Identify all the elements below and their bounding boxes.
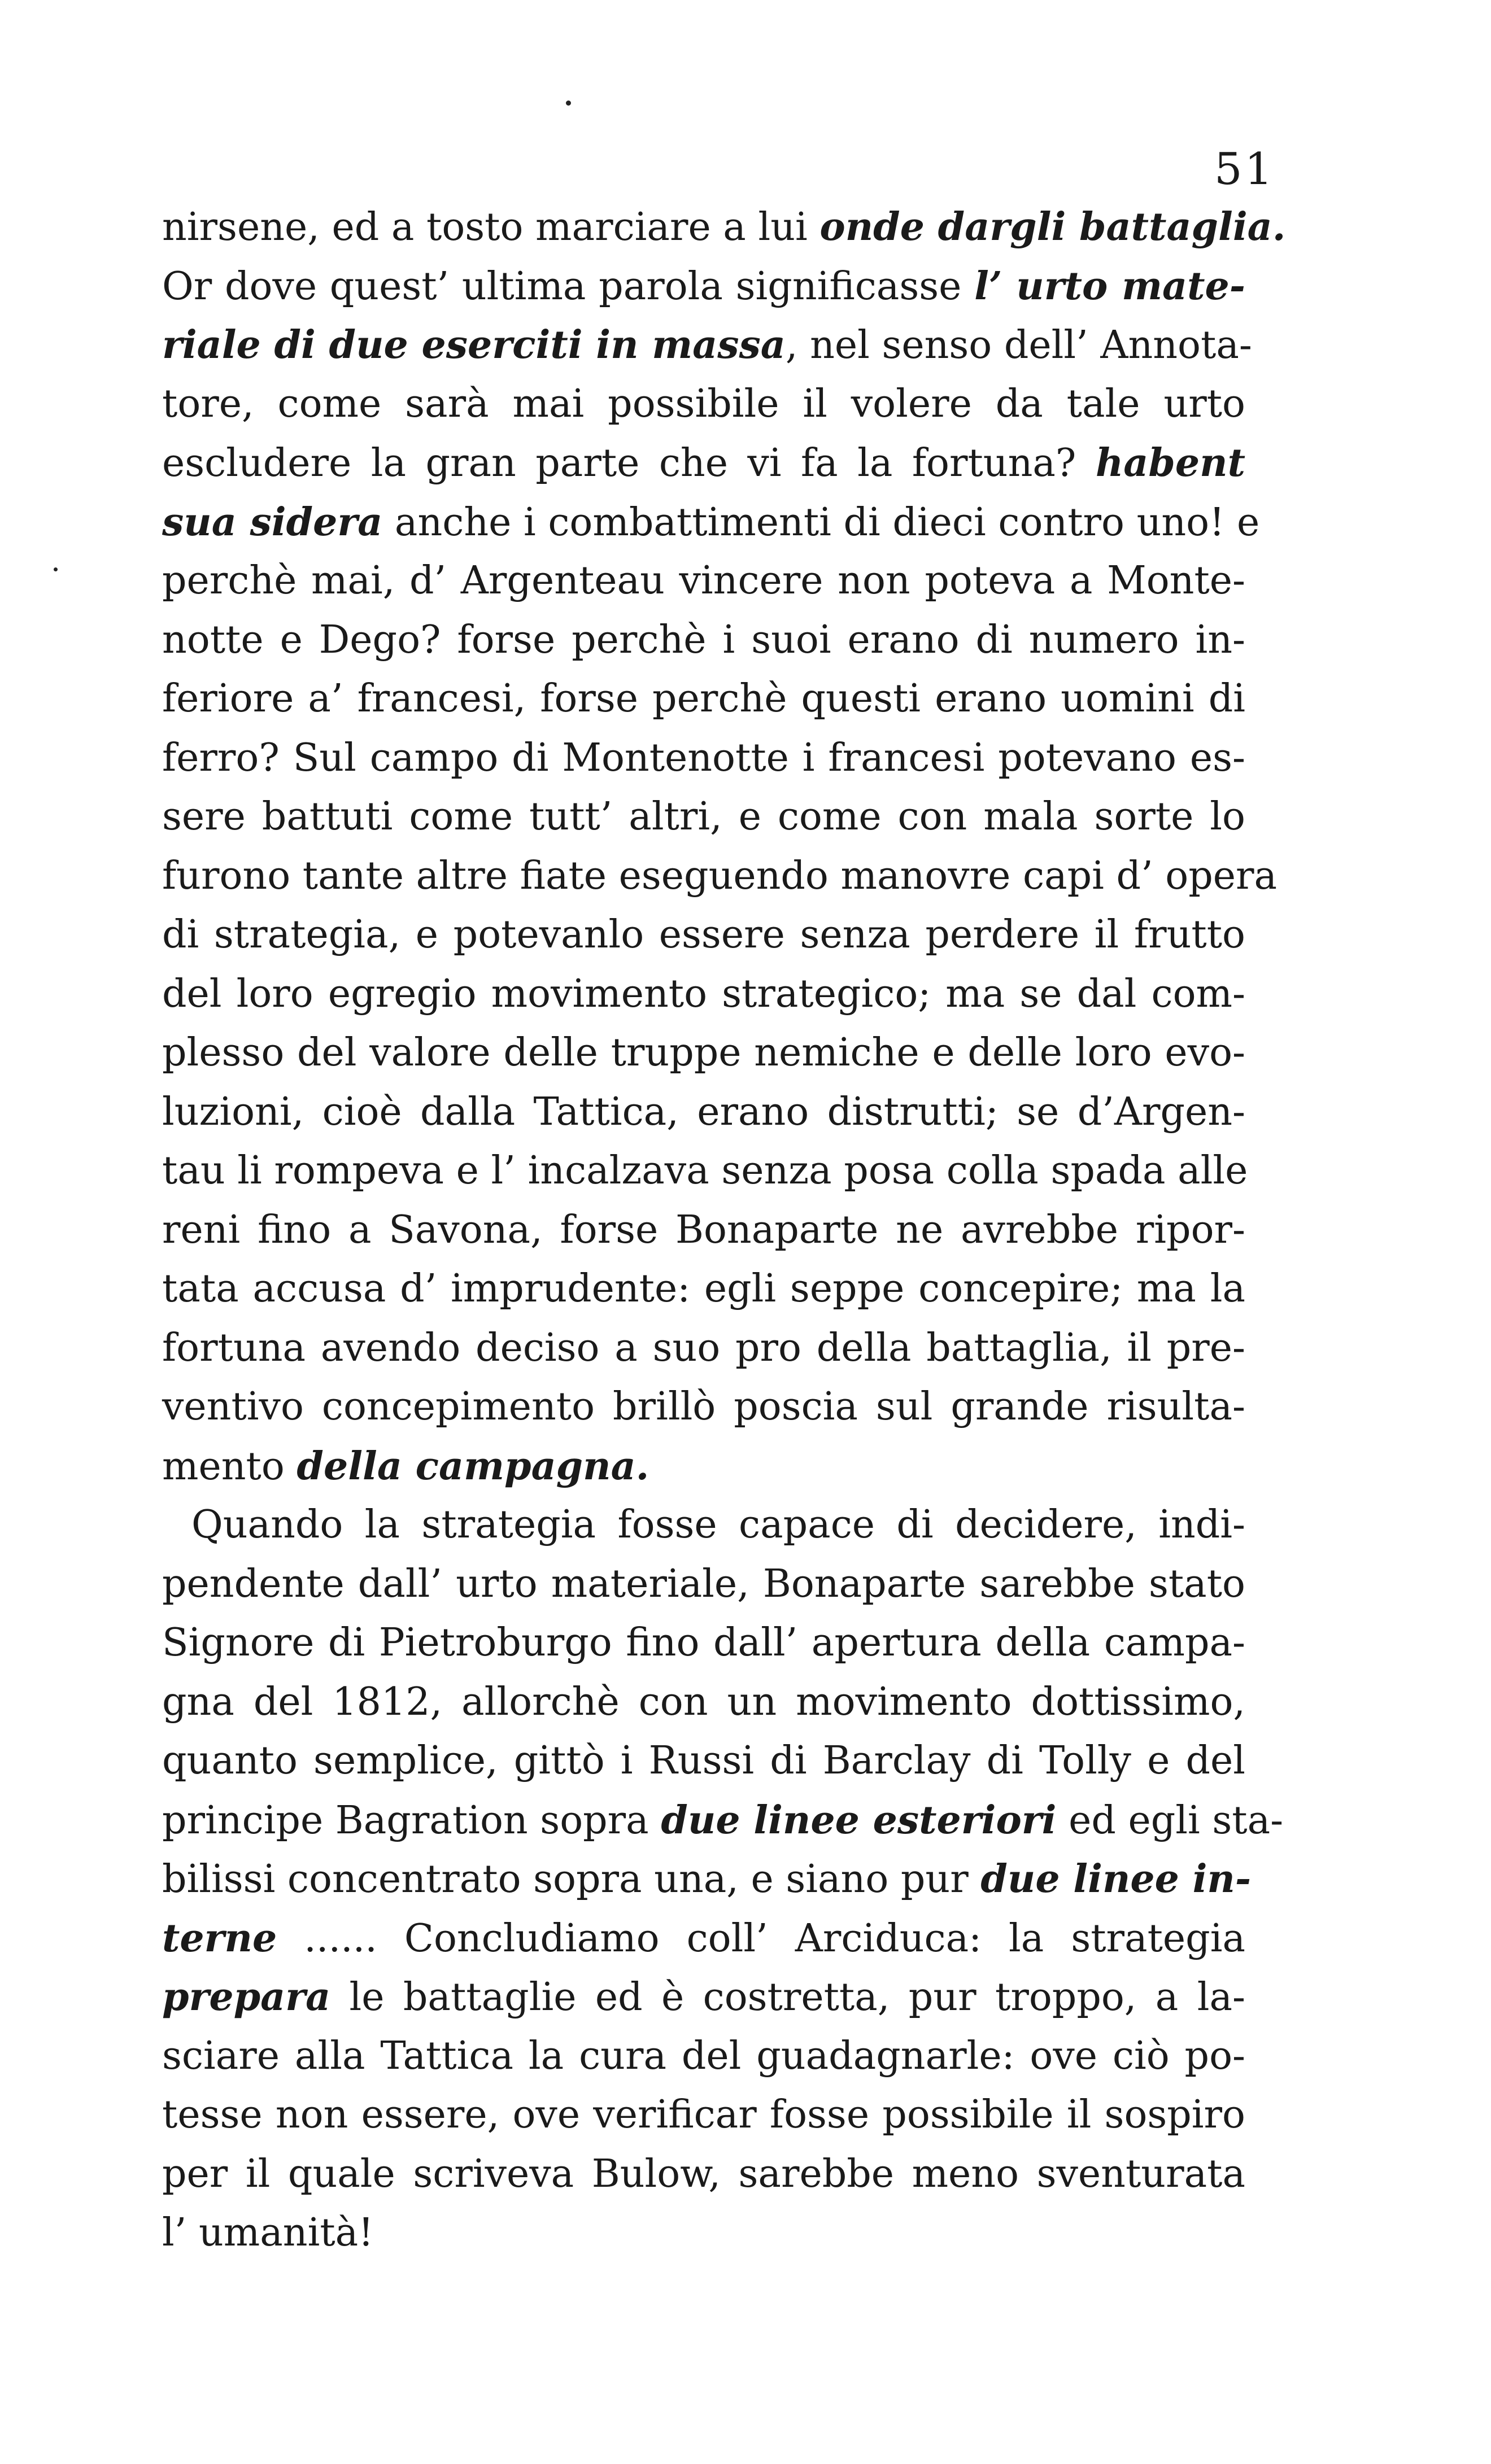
text-line: [162, 2204, 1245, 2263]
text-line: [162, 1791, 1284, 1850]
ink-speck: [54, 567, 58, 571]
text-line: [162, 434, 1245, 493]
ink-speck: [566, 101, 571, 106]
text-segment: ed egli sta-: [1056, 1798, 1284, 1843]
text-line: [162, 1142, 1248, 1201]
text-segment: luzioni, cioè dalla Tattica, erano distrutti; se d’Argen-: [162, 1089, 1245, 1134]
text-segment: sciare alla Tattica la cura del guadagnarle: ove ciò po-: [162, 2033, 1245, 2078]
text-segment: notte e Dego? forse perchè i suoi erano di numero in-: [162, 617, 1245, 662]
text-line: [162, 611, 1245, 670]
text-segment: ventivo concepimento brillò poscia sul grande risulta-: [162, 1384, 1245, 1429]
text-segment: plesso del valore delle truppe nemiche e delle loro evo-: [162, 1030, 1245, 1075]
text-line: [162, 788, 1245, 847]
text-segment: nirsene, ed a tosto marciare a lui: [162, 205, 820, 250]
text-line: [162, 1909, 1245, 1968]
text-segment: fortuna avendo deciso a suo pro della battaglia, il pre-: [162, 1325, 1245, 1370]
text-line: [162, 1024, 1245, 1083]
text-segment: principe Bagration sopra: [162, 1798, 661, 1843]
text-segment: tesse non essere, ove verificar fosse possibile il sospiro: [162, 2092, 1245, 2137]
italic-text-segment: due linee esteriori: [661, 1797, 1057, 1843]
text-segment: pendente dall’ urto materiale, Bonaparte sarebbe stato: [162, 1561, 1245, 1606]
text-line: [162, 670, 1245, 729]
text-line: [162, 1260, 1245, 1319]
text-line: [162, 1732, 1245, 1791]
text-segment: , nel senso dell’ Annota-: [785, 323, 1252, 368]
text-line: [162, 1555, 1245, 1614]
italic-text-segment: della campagna.: [297, 1443, 649, 1489]
text-line: [162, 1201, 1245, 1260]
text-segment: perchè mai, d’ Argenteau vincere non poteva a Monte-: [162, 558, 1245, 603]
text-segment: Signore di Pietroburgo fino dall’ apertura della campa-: [162, 1620, 1245, 1665]
text-segment: le battaglie ed è costretta, pur troppo, a la-: [330, 1975, 1245, 2020]
text-line: [162, 906, 1245, 965]
text-segment: tata accusa d’ imprudente: egli seppe concepire; ma la: [162, 1266, 1245, 1311]
text-segment: furono tante altre fiate eseguendo manovre capi d’ opera: [162, 853, 1278, 898]
text-line: [162, 198, 1286, 257]
text-segment: gna del 1812, allorchè con un movimento dottissimo,: [162, 1679, 1245, 1724]
text-line: [162, 965, 1245, 1024]
text-line: [162, 1850, 1252, 1909]
text-line: [162, 1673, 1245, 1732]
text-line: [162, 1614, 1245, 1673]
text-line: [162, 493, 1260, 552]
text-line: [162, 257, 1245, 316]
text-line: [162, 1437, 1245, 1496]
text-segment: ferro? Sul campo di Montenotte i francesi potevano es-: [162, 735, 1245, 780]
text-segment: tore, come sarà mai possibile il volere da tale urto: [162, 381, 1245, 426]
text-segment: per il quale scriveva Bulow, sarebbe meno sventurata: [162, 2151, 1245, 2196]
italic-text-segment: prepara: [162, 1974, 331, 2020]
text-segment: sere battuti come tutt’ altri, e come con mala sorte lo: [162, 794, 1245, 839]
text-segment: del loro egregio movimento strategico; ma se dal com-: [162, 971, 1245, 1016]
text-line: [162, 552, 1245, 611]
italic-text-segment: sua sidera: [162, 499, 383, 545]
text-segment: escludere la gran parte che vi fa la fortuna?: [162, 441, 1096, 486]
italic-text-segment: onde dargli battaglia.: [819, 204, 1286, 250]
page-number: 51: [1214, 144, 1275, 195]
text-line: [162, 1378, 1245, 1437]
italic-text-segment: l’ urto mate-: [974, 263, 1245, 309]
text-segment: di strategia, e potevanlo essere senza perdere il frutto: [162, 912, 1245, 957]
text-segment: quanto semplice, gittò i Russi di Barclay di Tolly e del: [162, 1738, 1245, 1783]
text-segment: tau li rompeva e l’ incalzava senza posa colla spada alle: [162, 1148, 1248, 1193]
text-line: [162, 1496, 1245, 1555]
text-segment: l’ umanità!: [162, 2210, 374, 2255]
text-line: [162, 729, 1245, 788]
text-line: [162, 1968, 1245, 2027]
text-line: [162, 2145, 1245, 2204]
text-line: [162, 2027, 1245, 2086]
text-line: [162, 1319, 1245, 1378]
text-line: [162, 1083, 1245, 1142]
text-segment: Quando la strategia fosse capace di decidere, indi-: [191, 1502, 1245, 1547]
text-line: [162, 316, 1252, 375]
text-segment: ...... Concludiamo coll’ Arciduca: la strategia: [277, 1916, 1245, 1961]
text-line: [162, 2086, 1245, 2145]
text-segment: anche i combattimenti di dieci contro uno! e: [382, 500, 1260, 545]
text-segment: feriore a’ francesi, forse perchè questi erano uomini di: [162, 676, 1245, 721]
text-segment: mento: [162, 1444, 297, 1489]
text-line: [162, 375, 1245, 434]
italic-text-segment: habent: [1095, 440, 1245, 486]
body-text: [162, 198, 1286, 2263]
text-segment: bilissi concentrato sopra una, e siano pur: [162, 1857, 981, 1902]
text-line: [162, 847, 1278, 906]
italic-text-segment: terne: [162, 1915, 277, 1961]
text-segment: reni fino a Savona, forse Bonaparte ne avrebbe ripor-: [162, 1207, 1245, 1252]
text-segment: Or dove quest’ ultima parola significasse: [162, 264, 975, 309]
italic-text-segment: riale di due eserciti in massa: [162, 322, 786, 368]
italic-text-segment: due linee in-: [980, 1856, 1252, 1902]
